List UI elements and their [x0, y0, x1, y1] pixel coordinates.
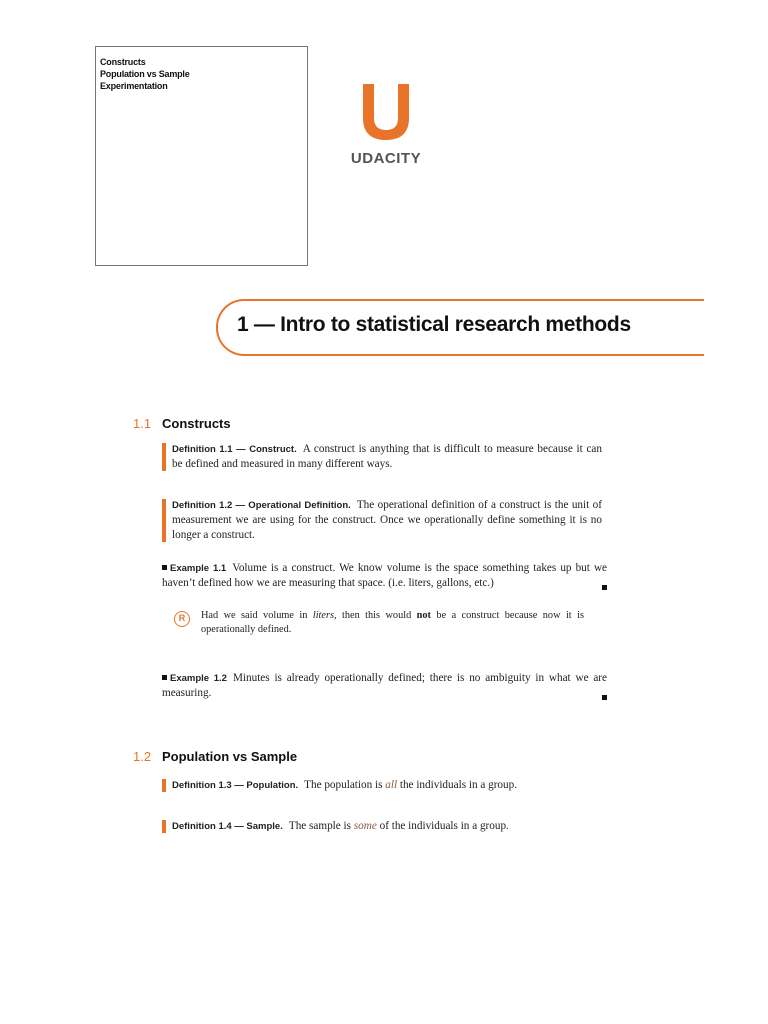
- example-block: [162, 671, 607, 701]
- definition-bar: [162, 443, 166, 471]
- remark-text: Had we said volume in liters, then this would not be a construct because now it is operationally defined.: [201, 610, 584, 635]
- definition-block: [162, 498, 602, 543]
- toc-item[interactable]: Experimentation: [100, 81, 168, 91]
- section-title: Constructs: [162, 416, 231, 431]
- example-text: Minutes is already operationally defined; there is no ambiguity in what we are measuring.: [162, 672, 608, 699]
- remark-icon: R: [174, 611, 190, 627]
- udacity-logo-icon: [358, 82, 414, 142]
- definition-text: The operational definition of a construct is the unit of measurement we are using for the construct. Once we operationally define something it is no longer a construct.: [172, 499, 602, 541]
- qed-square-icon: [602, 695, 607, 700]
- definition-block: Definition 1.4 — Sample. The sample is some of the individuals in a group.: [162, 819, 602, 834]
- example-bullet-icon: [162, 565, 167, 570]
- example-label: Example 1.1: [170, 563, 227, 574]
- toc-box: [95, 46, 308, 266]
- definition-block: Definition 1.3 — Population. The population is all the individuals in a group.: [162, 778, 602, 793]
- definition-bar: [162, 499, 166, 542]
- definition-bar: [162, 779, 166, 792]
- section-title: Population vs Sample: [162, 749, 298, 764]
- qed-square-icon: [602, 585, 607, 590]
- logo-wordmark: UDACITY: [350, 150, 422, 167]
- definition-label: Definition 1.1 — Construct.: [172, 444, 297, 455]
- definition-label: Definition 1.3 — Population.: [172, 780, 299, 791]
- definition-label: Definition 1.2 — Operational Definition.: [172, 500, 351, 511]
- example-label: Example 1.2: [170, 673, 227, 684]
- section-heading: [133, 749, 297, 764]
- example-text: Volume is a construct. We know volume is the space something takes up but we haven’t defined how we are measuring that space. (i.e. liters, gallons, etc.): [162, 562, 607, 589]
- section-number: 1.2: [133, 749, 152, 764]
- definition-block: [162, 442, 602, 472]
- toc-item[interactable]: Population vs Sample: [100, 69, 190, 79]
- remark-block: [174, 609, 584, 636]
- definition-bar: [162, 820, 166, 833]
- definition-label: Definition 1.4 — Sample.: [172, 821, 283, 832]
- example-block: [162, 561, 607, 591]
- chapter-title: 1 — Intro to statistical research methods: [237, 313, 631, 336]
- section-heading: [133, 416, 231, 431]
- definition-text: A construct is anything that is difficult to measure because it can be defined and measured in many different ways.: [172, 443, 602, 470]
- toc-item[interactable]: Constructs: [100, 57, 146, 67]
- example-bullet-icon: [162, 675, 167, 680]
- section-number: 1.1: [133, 416, 152, 431]
- udacity-logo: [344, 82, 428, 167]
